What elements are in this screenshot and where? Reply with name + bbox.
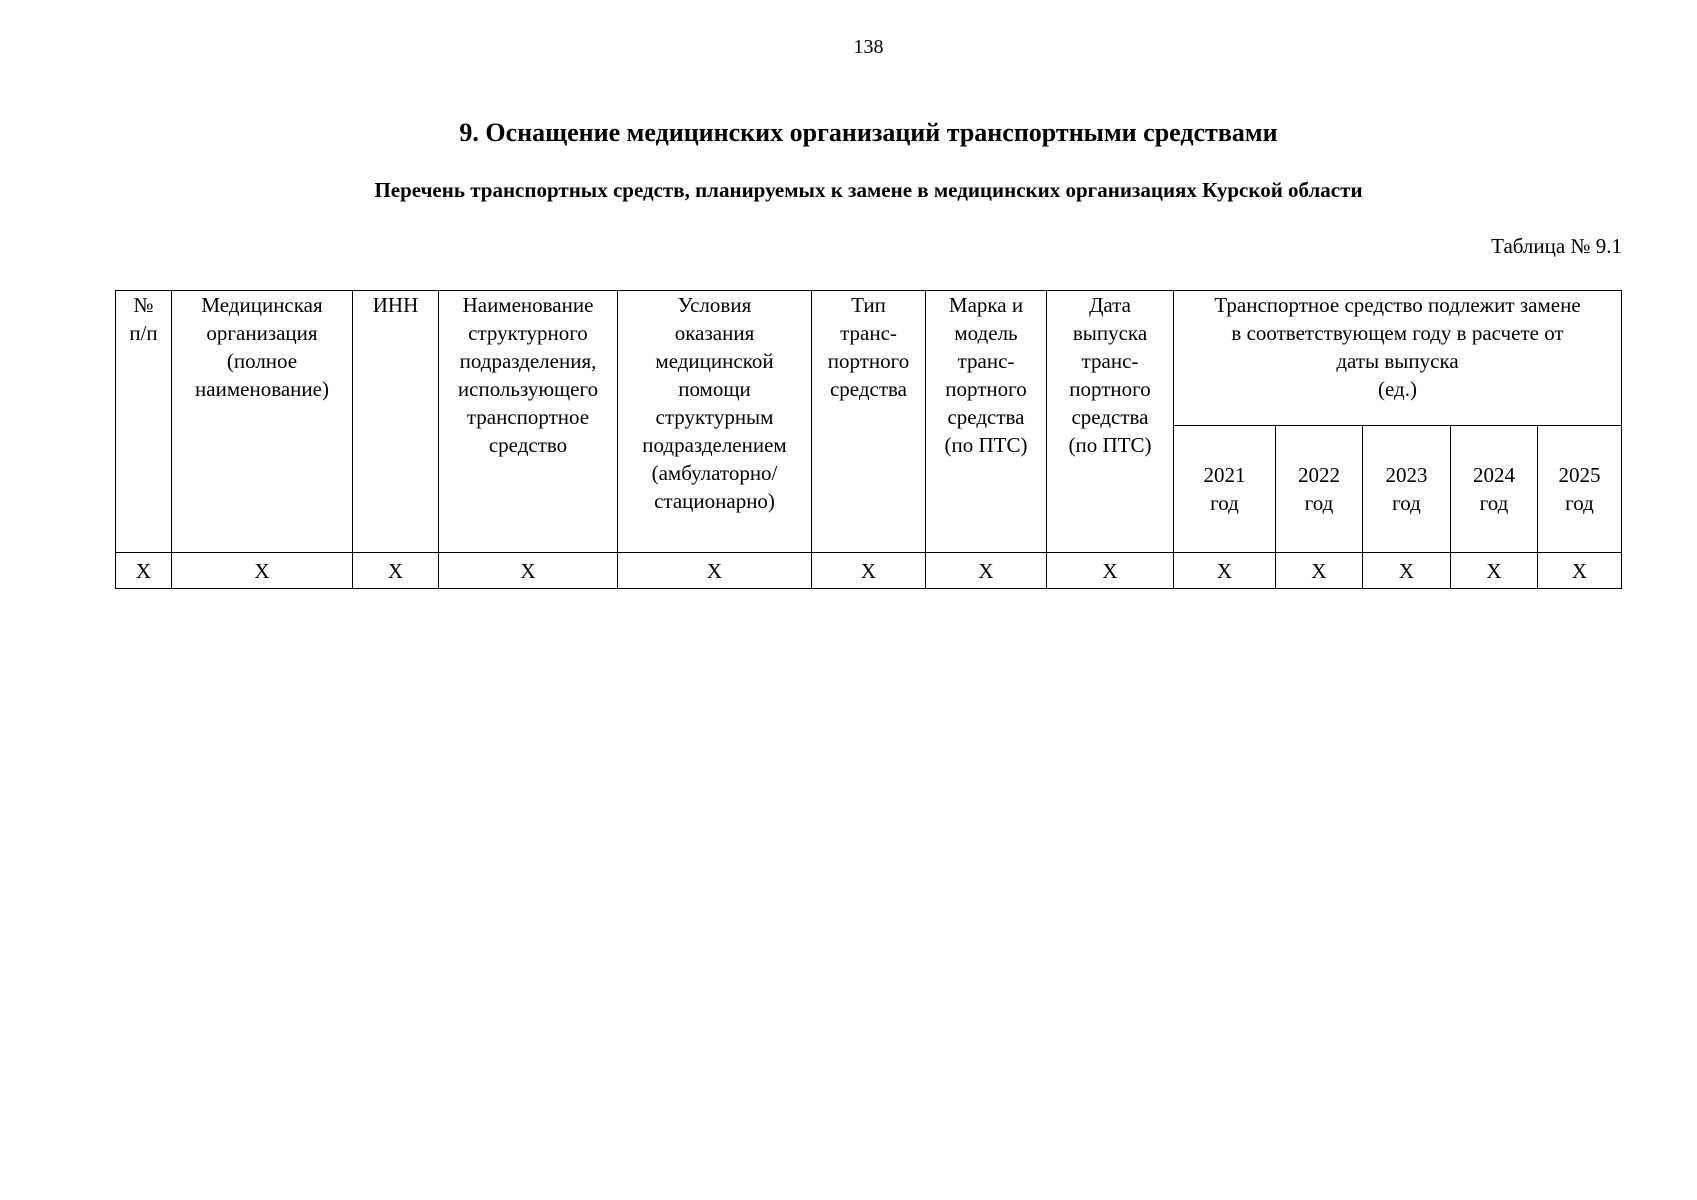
table-row (116, 553, 1622, 589)
table-cell: X (1451, 553, 1538, 589)
header-year-2025: 2025 год (1538, 426, 1622, 553)
table-cell: X (812, 553, 926, 589)
header-replacement-group: Транспортное средство подлежит замене в соответствующем году в расчете от даты выпуска (ед.) (1174, 291, 1622, 426)
header-organization: Медицинская организация (полное наименование) (172, 291, 353, 553)
table-cell: X (172, 553, 353, 589)
header-structural-unit: Наименование структурного подразделения, использующего транспортное средство (439, 291, 618, 553)
header-year-2021: 2021 год (1174, 426, 1276, 553)
header-care-conditions: Условия оказания медицинской помощи структурным подразделением (амбулаторно/ стационарно) (618, 291, 812, 553)
page-number: 138 (853, 36, 884, 58)
section-title: 9. Оснащение медицинских организаций транспортными средствами (459, 118, 1278, 147)
header-row (116, 291, 1622, 426)
table-cell: X (926, 553, 1047, 589)
table-cell: X (116, 553, 172, 589)
table-subtitle: Перечень транспортных средств, планируемых к замене в медицинских организациях Курской области (374, 178, 1363, 202)
header-vehicle-model: Марка и модель транс- портного средства (по ПТС) (926, 291, 1047, 553)
header-year-2023: 2023 год (1363, 426, 1451, 553)
table-cell: X (1174, 553, 1276, 589)
table-caption: Таблица № 9.1 (1491, 234, 1622, 258)
table-cell: X (1047, 553, 1174, 589)
header-inn: ИНН (353, 291, 439, 553)
table-cell: X (1538, 553, 1622, 589)
header-vehicle-type: Тип транс- портного средства (812, 291, 926, 553)
table-cell: X (439, 553, 618, 589)
header-release-date: Дата выпуска транс- портного средства (по ПТС) (1047, 291, 1174, 553)
transport-replacement-table (115, 290, 1622, 589)
header-year-2024: 2024 год (1451, 426, 1538, 553)
header-row-number: № п/п (116, 291, 172, 553)
table-cell: X (353, 553, 439, 589)
table-cell: X (1363, 553, 1451, 589)
header-year-2022: 2022 год (1276, 426, 1363, 553)
table-cell: X (1276, 553, 1363, 589)
table-cell: X (618, 553, 812, 589)
